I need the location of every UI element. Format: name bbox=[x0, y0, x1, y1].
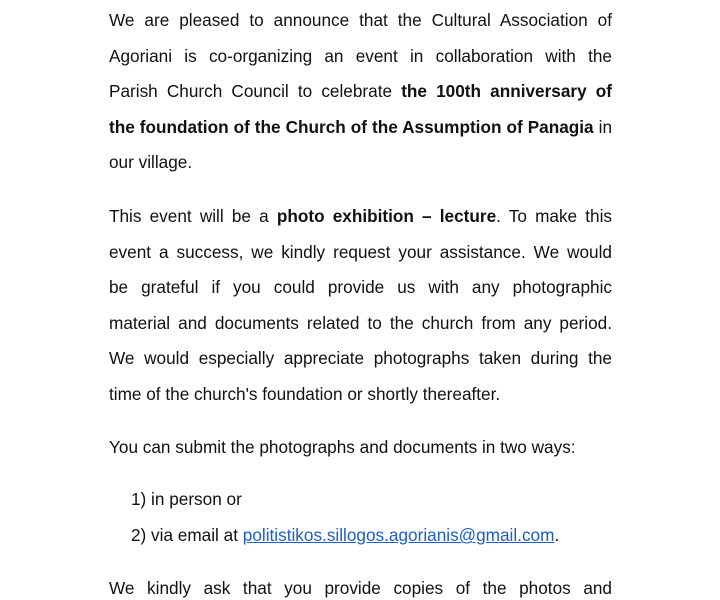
p1-line-1 bbox=[109, 9, 612, 31]
text: You can submit the photographs and documents in two ways: bbox=[109, 437, 576, 457]
p2-line-4 bbox=[109, 312, 612, 334]
p1-line-4 bbox=[109, 116, 612, 138]
p1-line-2 bbox=[109, 45, 612, 67]
bold-text: the 100th anniversary of bbox=[401, 81, 613, 101]
text: time of the church's foundation or shortly thereafter. bbox=[109, 384, 501, 404]
text: We are pleased to announce that the Cultural Association of bbox=[109, 10, 612, 30]
p4-line-1 bbox=[109, 577, 612, 599]
text: material and documents related to the church from any period. bbox=[109, 313, 612, 333]
list-item-1 bbox=[131, 488, 242, 510]
p1-line-5 bbox=[109, 151, 612, 173]
text: be grateful if you could provide us with any photographic bbox=[109, 277, 612, 297]
text: . To make this bbox=[496, 206, 613, 226]
text: in bbox=[593, 117, 612, 137]
p2-line-1 bbox=[109, 205, 612, 227]
text: 2) via email at bbox=[131, 525, 243, 545]
p2-line-2 bbox=[109, 241, 612, 263]
p2-line-6 bbox=[109, 383, 612, 405]
bold-text: the foundation of the Church of the Assumption of Panagia bbox=[109, 117, 594, 137]
text: Agoriani is co-organizing an event in collaboration with the bbox=[109, 46, 612, 66]
list-item-2 bbox=[131, 524, 559, 546]
text: . bbox=[554, 525, 560, 545]
p1-line-3 bbox=[109, 80, 612, 102]
text: We kindly ask that you provide copies of the photos and bbox=[109, 578, 612, 598]
text: Parish Church Council to celebrate bbox=[109, 81, 402, 101]
text: We would especially appreciate photographs taken during the bbox=[109, 348, 612, 368]
p2-line-5 bbox=[109, 347, 612, 369]
p2-line-3 bbox=[109, 276, 612, 298]
text: our village. bbox=[109, 152, 193, 172]
email-link[interactable]: politistikos.sillogos.agorianis@gmail.com bbox=[242, 525, 555, 545]
text: event a success, we kindly request your assistance. We would bbox=[109, 242, 612, 262]
text: 1) in person or bbox=[131, 489, 242, 509]
p3-line-1 bbox=[109, 436, 612, 458]
text: This event will be a bbox=[109, 206, 277, 226]
bold-text: photo exhibition – lecture bbox=[276, 206, 497, 226]
